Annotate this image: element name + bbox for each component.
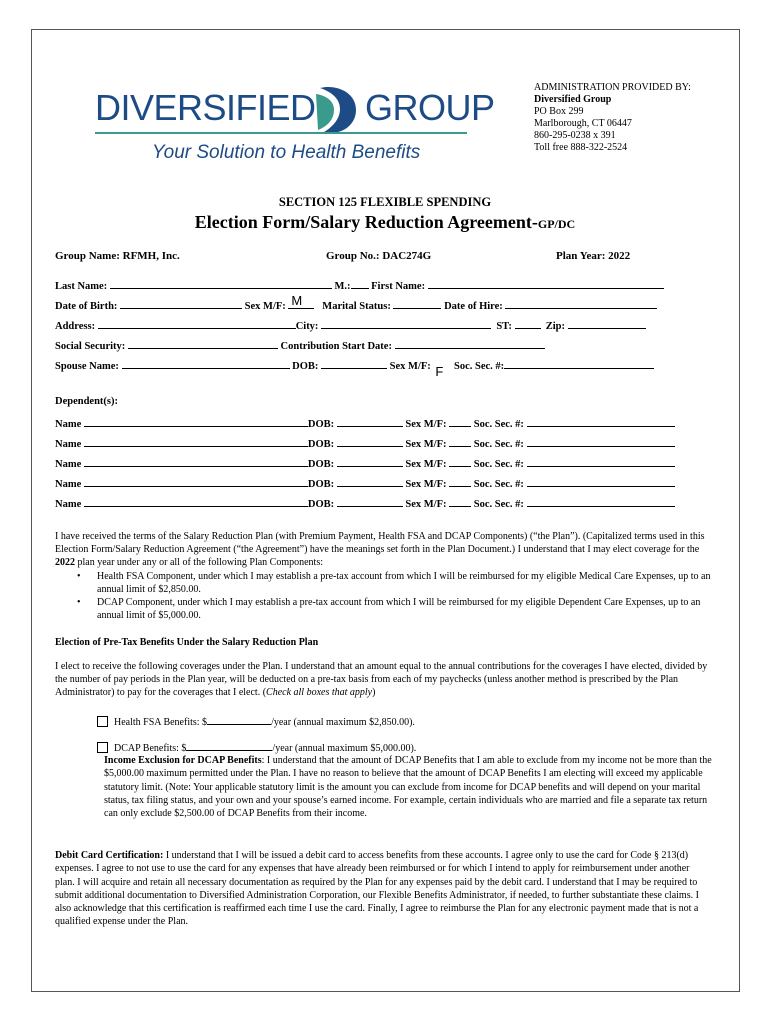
election-text-a: I elect to receive the following coverages under the Plan. I understand that an amount equal to the annual contributions for the coverages I have elected, divided by the number of pay periods in the Plan year, will be deducted on a pre-tax basis from each of my paychecks (unless another method is prescribed by the Plan Administrator) to pay for the coverages that I elect. ( (55, 661, 708, 699)
form-title (0, 212, 770, 233)
election-paragraph (55, 660, 710, 700)
spouse-dob-label: DOB: (292, 361, 319, 372)
address-field[interactable] (98, 318, 296, 329)
dependent-dob-field[interactable] (337, 456, 403, 467)
contribution-start-field[interactable] (395, 338, 545, 349)
address-label: Address: (55, 321, 96, 332)
admin-phone: 860-295-0238 x 391 (534, 130, 616, 141)
debit-card-heading: Debit Card Certification: (55, 850, 164, 861)
section-title: SECTION 125 FLEXIBLE SPENDING (278, 195, 492, 209)
intro-text-1: I have received the terms of the Salary Reduction Plan (with Premium Payment, Health FSA and DCAP Components) (“the Plan”). (Capitalized terms used in this Election Form/Salary Reduction Agreement (“the Agreement”) have the meanings set forth in the Plan Document.) I understand that I may elect coverage for the (55, 531, 705, 556)
dcap-election-row (97, 740, 416, 754)
dependent-ssn-label: Soc. Sec. #: (473, 439, 524, 450)
dependent-name-field[interactable] (84, 436, 308, 447)
dependents-heading (55, 396, 118, 407)
sex-value: M (291, 293, 303, 308)
group-name-label: Group Name: (55, 250, 120, 262)
debit-card-text: I understand that I will be issued a debit card to access benefits from these accounts. I agree only to use the card for Code § 213(d) expenses. I agree to not use to use the card for any expenses that have already been reimbursed or for which I intend to apply for reimbursement under another plan. I will acquire and retain all necessary documentation as required by the Plan for any expenses paid by the debit card. I understand that I may be required to submit additional documentation to Diversified Administration Corporation, our Flexible Benefits Administrator, if needed, to further substantiate these claims. I also acknowledge that this certification is reaffirmed each time I use the card. Finally, I agree to reimburse the Plan for any electronic payment made that is not a qualified expense under the Plan. (55, 850, 699, 928)
dependent-dob-field[interactable] (337, 436, 403, 447)
dependent-sex-field[interactable] (449, 416, 471, 427)
election-text-b: ) (372, 687, 376, 699)
plan-components-list (75, 570, 715, 622)
admin-company: Diversified Group (534, 94, 612, 105)
city-label: City: (295, 321, 319, 332)
spouse-row (55, 358, 654, 379)
group-number-value: DAC274G (382, 250, 432, 262)
group-number-row (326, 250, 431, 262)
city-field[interactable] (321, 318, 491, 329)
dob-field[interactable] (120, 298, 242, 309)
ssn-label: Social Security: (55, 341, 126, 352)
dependent-sex-label: Sex M/F: (405, 499, 447, 510)
dependent-row (55, 476, 675, 490)
group-number-label: Group No.: (326, 250, 380, 262)
dependent-name-label: Name (55, 499, 82, 510)
logo-emblem-icon (306, 82, 362, 138)
dob-row (55, 293, 657, 312)
group-info-row (55, 250, 180, 262)
dependent-dob-label: DOB: (307, 499, 335, 510)
dcap-suffix: /year (annual maximum $5,000.00). (272, 743, 417, 754)
dependent-ssn-field[interactable] (527, 476, 675, 487)
date-of-hire-field[interactable] (505, 298, 657, 309)
dependent-name-label: Name (55, 459, 82, 470)
logo-divider (95, 132, 467, 134)
sex-label: Sex M/F: (244, 301, 286, 312)
intro-plan-year: 2022 (55, 557, 75, 569)
dependent-dob-field[interactable] (337, 476, 403, 487)
dependent-dob-label: DOB: (307, 439, 335, 450)
dcap-label: DCAP Benefits: $ (114, 743, 187, 754)
dependent-ssn-label: Soc. Sec. #: (473, 459, 524, 470)
health-fsa-election-row (97, 714, 415, 728)
admin-heading: ADMINISTRATION PROVIDED BY: (534, 82, 691, 93)
spouse-name-label: Spouse Name: (55, 361, 119, 372)
plan-intro-paragraph (55, 530, 710, 570)
spouse-dob-field[interactable] (321, 358, 387, 369)
plan-year-label: Plan Year: (556, 250, 606, 262)
zip-label: Zip: (545, 321, 566, 332)
dependent-sex-field[interactable] (449, 456, 471, 467)
dependent-ssn-field[interactable] (527, 436, 675, 447)
state-label: ST: (496, 321, 512, 332)
spouse-name-field[interactable] (122, 358, 290, 369)
dependent-name-label: Name (55, 479, 82, 490)
dcap-component: • DCAP Component, under which I may establish a pre-tax account from which I will be reimbursed for my eligible Dependent Care Expenses, up to an annual limit of $5,000.00. (75, 596, 715, 622)
dependent-ssn-label: Soc. Sec. #: (473, 499, 524, 510)
health-fsa-suffix: /year (annual maximum $2,850.00). (271, 717, 415, 728)
spouse-sex-label: Sex M/F: (389, 361, 431, 372)
dependent-name-field[interactable] (84, 416, 308, 427)
health-fsa-checkbox[interactable] (97, 716, 108, 727)
state-field[interactable] (515, 318, 541, 329)
plan-year-value: 2022 (608, 250, 631, 262)
election-heading: Election of Pre-Tax Benefits Under the Salary Reduction Plan (55, 637, 319, 648)
date-of-hire-label: Date of Hire: (444, 301, 503, 312)
dcap-amount-field[interactable] (186, 740, 272, 751)
address-row (55, 318, 646, 332)
dependent-sex-label: Sex M/F: (405, 419, 447, 430)
dependent-sex-field[interactable] (449, 496, 471, 507)
dependent-ssn-field[interactable] (527, 416, 675, 427)
dependent-name-field[interactable] (84, 476, 308, 487)
dependent-sex-field[interactable] (449, 436, 471, 447)
health-fsa-amount-field[interactable] (207, 714, 271, 725)
dependent-dob-field[interactable] (337, 496, 403, 507)
dependent-dob-field[interactable] (337, 416, 403, 427)
form-title-suffix: GP/DC (537, 217, 576, 231)
page-frame (31, 29, 740, 992)
form-title-main: Election Form/Salary Reduction Agreement- (194, 212, 538, 232)
spouse-sex-value: F (435, 364, 444, 379)
dependent-name-label: Name (55, 419, 82, 430)
zip-field[interactable] (568, 318, 646, 329)
intro-text-2: plan year under any or all of the following Plan Components: (75, 557, 324, 569)
admin-address-line1: PO Box 299 (534, 106, 584, 117)
dcap-exclusion-text: : I understand that the amount of DCAP Benefits that I am able to exclude from my income not be more than the $5,000.00 maximum permitted under the Plan. I have no reason to believe that the amount of DCAP Benefits I am electing will exceed my applicable statutory limit. (Note: Your applicable statutory limit is the amount you can exclude from income for DCAP benefits and will depend on your marital status, tax filing status, and your own and your spouse’s earned income. For example, certain individuals who are married and file a separate tax return can only exclude $2,500.00 of DCAP Benefits from their income. (104, 755, 712, 820)
first-name-field[interactable] (428, 278, 664, 289)
administrator-info (534, 82, 691, 154)
dependent-name-field[interactable] (84, 496, 308, 507)
logo-word-left: DIVERSIFIED (95, 87, 316, 128)
debit-card-certification (55, 849, 711, 929)
marital-status-label: Marital Status: (322, 301, 391, 312)
group-name-value: RFMH, Inc. (122, 250, 180, 262)
dependent-row (55, 416, 675, 430)
spouse-ssn-label: Soc. Sec. #: (454, 361, 505, 372)
admin-address-line2: Marlborough, CT 06447 (534, 118, 632, 129)
company-logo (95, 82, 495, 172)
dependent-sex-label: Sex M/F: (405, 479, 447, 490)
ssn-field[interactable] (128, 338, 278, 349)
dependent-name-field[interactable] (84, 456, 308, 467)
dependent-sex-field[interactable] (449, 476, 471, 487)
health-fsa-label: Health FSA Benefits: $ (114, 717, 208, 728)
mi-label: M.: (334, 281, 351, 292)
last-name-label: Last Name: (55, 281, 108, 292)
dependent-row (55, 436, 675, 450)
last-name-field[interactable] (110, 278, 332, 289)
dcap-exclusion-heading: Income Exclusion for DCAP Benefits (104, 755, 262, 766)
dependent-sex-label: Sex M/F: (405, 439, 447, 450)
logo-tagline: Your Solution to Health Benefits (152, 142, 421, 163)
logo-word-right: GROUP (365, 87, 495, 128)
dcap-income-exclusion (104, 754, 714, 820)
dependent-ssn-field[interactable] (527, 456, 675, 467)
election-text-italic: Check all boxes that apply (266, 687, 373, 699)
first-name-label: First Name: (371, 281, 426, 292)
admin-tollfree: Toll free 888-322-2524 (534, 142, 628, 153)
dependent-ssn-field[interactable] (527, 496, 675, 507)
dependent-row (55, 456, 675, 470)
contribution-start-label: Contribution Start Date: (280, 341, 392, 352)
ssn-row (55, 338, 545, 352)
plan-year-row (556, 250, 630, 262)
name-row (55, 278, 664, 292)
dependent-ssn-label: Soc. Sec. #: (473, 419, 524, 430)
marital-status-field[interactable] (393, 298, 441, 309)
health-fsa-component: • Health FSA Component, under which I may establish a pre-tax account from which I will be reimbursed for my eligible Medical Care Expenses, up to an annual limit of $2,850.00. (75, 570, 715, 596)
dependent-row (55, 496, 675, 510)
dependent-sex-label: Sex M/F: (405, 459, 447, 470)
dependent-ssn-label: Soc. Sec. #: (473, 479, 524, 490)
spouse-ssn-field[interactable] (504, 358, 654, 369)
dependent-dob-label: DOB: (307, 479, 335, 490)
dependent-dob-label: DOB: (307, 419, 335, 430)
dependent-dob-label: DOB: (307, 459, 335, 470)
dcap-checkbox[interactable] (97, 742, 108, 753)
sex-field[interactable] (288, 293, 314, 309)
mi-field[interactable] (351, 278, 369, 289)
dependents-heading-text: Dependent(s): (55, 396, 118, 407)
dob-label: Date of Birth: (55, 301, 118, 312)
dependent-name-label: Name (55, 439, 82, 450)
